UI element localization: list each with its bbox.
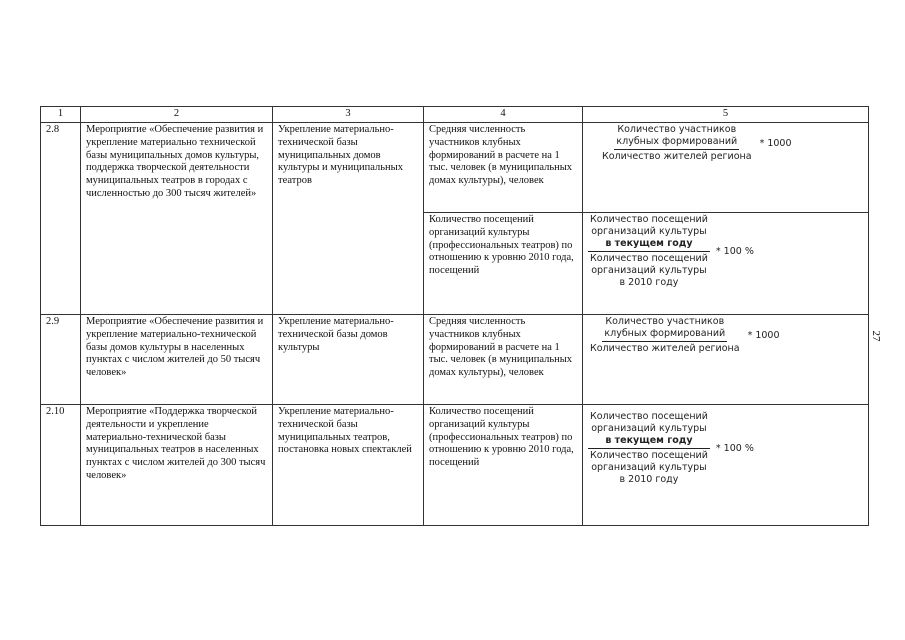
row-number: 2.9 — [41, 315, 81, 405]
numerator-line: клубных формирований — [616, 136, 738, 147]
denominator-line: в 2010 году — [619, 277, 679, 288]
event-cell: Мероприятие «Обеспечение развития и укрепление материально технической базы муниципальных домов культуры, поддержка творческой деятельности муниципальных театров в городах с численностью до 300 тысяч жителей» — [81, 123, 273, 315]
row-number: 2.10 — [41, 405, 81, 526]
formula-cell — [583, 123, 869, 213]
header-col-2: 2 — [81, 107, 273, 123]
multiplier: * 100 % — [715, 442, 754, 454]
goal-cell: Укрепление материально-технической базы домов культуры — [273, 315, 424, 405]
row-number: 2.8 — [41, 123, 81, 315]
header-col-4: 4 — [424, 107, 583, 123]
fraction — [588, 316, 742, 355]
header-col-1: 1 — [41, 107, 81, 123]
denominator-line: организаций культуры — [591, 265, 707, 276]
table-row — [41, 315, 869, 405]
denominator — [588, 449, 710, 486]
indicator-cell: Количество посещений организаций культуры (профессиональных театров) по отношению к уровню 2010 года, посещений — [424, 405, 583, 526]
header-col-3: 3 — [273, 107, 424, 123]
event-cell: Мероприятие «Поддержка творческой деятельности и укрепление материально-технической базы муниципальных театров в населенных пунктах с числом жителей до 300 тысяч человек» — [81, 405, 273, 526]
page-number: 27 — [870, 330, 882, 342]
denominator — [588, 342, 742, 355]
formula — [588, 316, 864, 355]
multiplier: * 1000 — [759, 137, 792, 149]
numerator — [614, 124, 739, 150]
numerator — [588, 411, 710, 449]
fraction — [588, 411, 710, 486]
denominator-line: Количество посещений — [590, 450, 708, 461]
header-row — [41, 107, 869, 123]
numerator-line: Количество участников — [617, 124, 737, 135]
formula — [588, 411, 864, 486]
measures-table — [40, 106, 869, 526]
numerator-line: Количество участников — [605, 316, 725, 327]
multiplier: * 1000 — [747, 329, 780, 341]
numerator-line: клубных формирований — [604, 328, 726, 339]
formula — [588, 124, 864, 163]
header-col-5: 5 — [583, 107, 869, 123]
table-row — [41, 123, 869, 213]
numerator-line: в текущем году — [605, 435, 693, 446]
numerator-line: организаций культуры — [591, 423, 707, 434]
fraction — [588, 214, 710, 289]
goal-cell: Укрепление материально-технической базы муниципальных домов культуры и муниципальных театров — [273, 123, 424, 315]
indicator-cell: Средняя численность участников клубных формирований в расчете на 1 тыс. человек (в муниципальных домах культуры), человек — [424, 315, 583, 405]
denominator — [588, 252, 710, 289]
indicator-cell: Количество посещений организаций культуры (профессиональных театров) по отношению к уровню 2010 года, посещений — [424, 213, 583, 315]
formula-cell — [583, 213, 869, 315]
numerator-line: Количество посещений — [590, 411, 708, 422]
formula-cell — [583, 405, 869, 526]
multiplier: * 100 % — [715, 245, 754, 257]
denominator — [600, 150, 754, 163]
denominator-line: в 2010 году — [619, 474, 679, 485]
goal-cell: Укрепление материально-технической базы муниципальных театров, постановка новых спектаклей — [273, 405, 424, 526]
numerator-line: организаций культуры — [591, 226, 707, 237]
indicator-cell: Средняя численность участников клубных формирований в расчете на 1 тыс. человек (в муниципальных домах культуры), человек — [424, 123, 583, 213]
event-cell: Мероприятие «Обеспечение развития и укрепление материально-технической базы домов культуры в населенных пунктах с числом жителей до 50 тысяч человек» — [81, 315, 273, 405]
denominator-line: организаций культуры — [591, 462, 707, 473]
fraction — [600, 124, 754, 163]
numerator-line: в текущем году — [605, 238, 693, 249]
numerator-line: Количество посещений — [590, 214, 708, 225]
denominator-line: Количество жителей региона — [590, 343, 740, 354]
numerator — [602, 316, 727, 342]
denominator-line: Количество жителей региона — [602, 151, 752, 162]
denominator-line: Количество посещений — [590, 253, 708, 264]
table-row — [41, 405, 869, 526]
formula — [588, 214, 864, 289]
numerator — [588, 214, 710, 252]
formula-cell — [583, 315, 869, 405]
